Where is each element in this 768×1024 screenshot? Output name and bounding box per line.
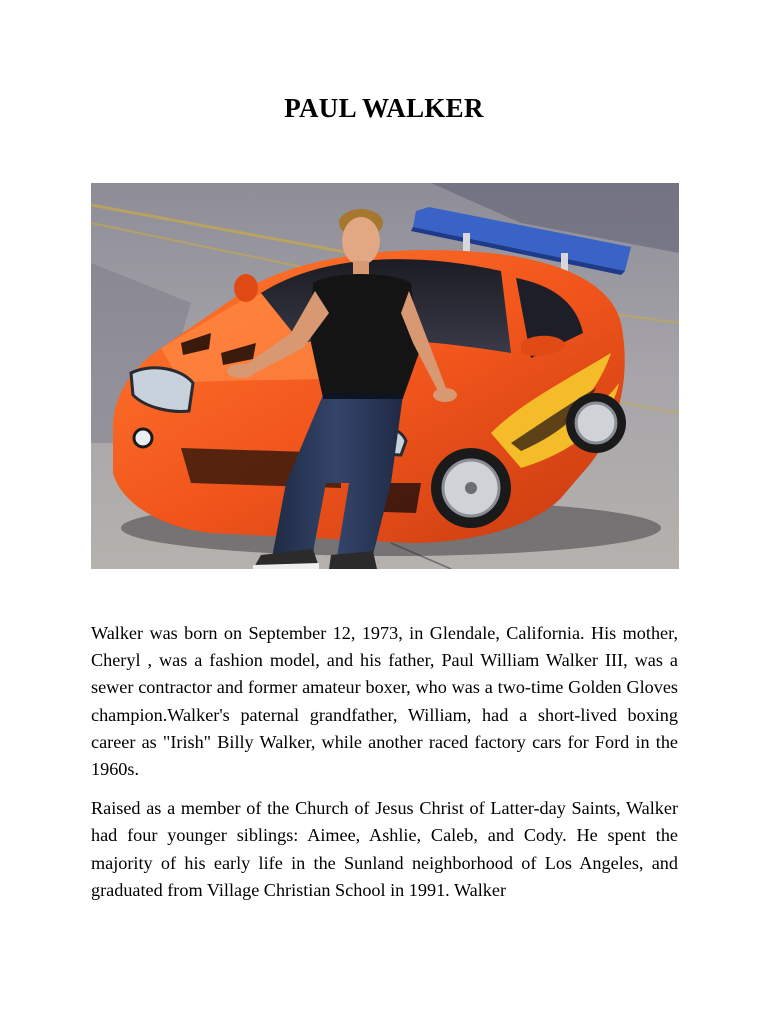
person-neck [353,261,369,275]
person-hand [227,364,255,378]
person-head [342,217,380,265]
car-mirror [234,274,258,302]
person-shirt [311,274,419,398]
paragraph-birth: Walker was born on September 12, 1973, in Glendale, California. His mother, Cheryl , was a fashion model, and his father, Paul William Walker III, was a sewer contractor and former amateur boxer, who was a two-time Golden Gloves champion.Walker's paternal grandfather, William, had a short-lived boxing career as "Irish" Billy Walker, while another raced factory cars for Ford in the 1960s. [91,623,678,780]
person-hand [433,388,457,402]
person-belt [323,393,403,399]
paragraph-early-life: Raised as a member of the Church of Jesus Christ of Latter-day Saints, Walker had four younger siblings: Aimee, Ashlie, Caleb, and Cody. He spent the majority of his early life in the Sunland neighborhood of Los Angeles, and graduated from Village Christian School in 1991. Walker [91,798,678,900]
biography-text [91,620,678,916]
document-title: PAUL WALKER [284,93,484,123]
car-rim-hub [465,482,477,494]
car-rim-rear [576,403,616,443]
car-fog-light [134,429,152,447]
photo-paul-walker-car [91,183,679,569]
